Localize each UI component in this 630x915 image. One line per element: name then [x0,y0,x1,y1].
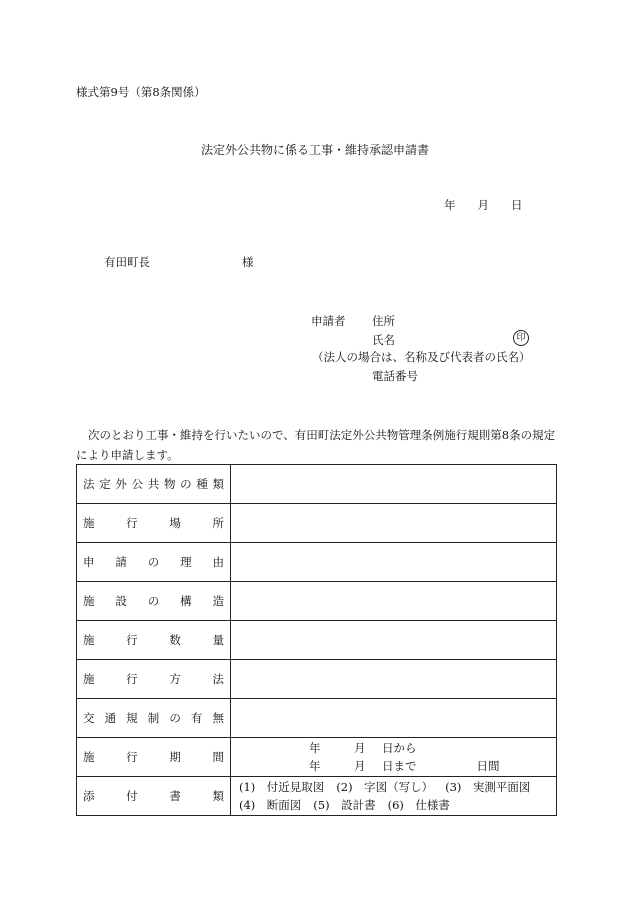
row-value-field[interactable] [231,543,557,582]
application-table [76,464,557,816]
row-value-field[interactable] [231,699,557,738]
row-label: 施 設 の 構 造 [83,594,224,608]
attachment-line [231,778,556,796]
addressee [104,255,254,269]
row-label-cell [77,543,231,582]
table-row [77,543,557,582]
table-row [77,699,557,738]
row-value-field[interactable] [231,660,557,699]
table-row [77,660,557,699]
row-label: 法 定 外 公 共 物 の 種 類 [83,477,224,491]
attachment-line [231,796,556,814]
addressee-honorific: 様 [242,255,254,269]
table-row [77,621,557,660]
document-title: 法定外公共物に係る工事・維持承認申請書 [200,143,429,157]
attachment-item: (5) 設計書 [313,798,376,812]
table-row [77,504,557,543]
corporate-note: （法人の場合は、名称及び代表者の氏名） [312,350,531,364]
table-row [77,582,557,621]
date-year-label: 年 [444,198,456,212]
attachment-item: (6) 仕様書 [387,798,450,812]
phone-label: 電話番号 [372,369,418,383]
date-month-label: 月 [477,198,489,212]
seal-icon: 印 [513,330,529,346]
period-end-line: 年 月 日まで 日間 [309,759,500,773]
addressee-name: 有田町長 [104,255,150,269]
row-label-cell [77,777,231,816]
row-label: 施 行 数 量 [83,633,224,647]
body-text-content: 次のとおり工事・維持を行いたいので、有田町法定外公共物管理条例施行規則第8条の規定により申請します。 [76,428,556,462]
row-label-cell [77,738,231,777]
table-row [77,777,557,816]
address-label: 住所 [372,314,395,328]
row-value-field[interactable] [231,465,557,504]
row-label: 施 行 期 間 [83,750,224,764]
row-label: 添 付 書 類 [83,789,224,803]
applicant-label: 申請者 [311,314,346,328]
row-value-field[interactable] [231,582,557,621]
row-label-cell [77,621,231,660]
row-label-cell [77,660,231,699]
period-field[interactable] [231,738,557,777]
row-label-cell [77,465,231,504]
name-label: 氏名 [372,333,395,347]
row-label-cell [77,582,231,621]
row-value-field[interactable] [231,504,557,543]
row-label: 申 請 の 理 由 [83,555,224,569]
attachment-item: (2) 字図（写し） [336,780,434,794]
date-day-label: 日 [511,198,523,212]
row-label-cell [77,504,231,543]
attachment-item: (1) 付近見取図 [239,780,325,794]
body-text [76,425,560,465]
date-line [444,198,523,212]
table-row [77,465,557,504]
row-label: 施 行 方 法 [83,672,224,686]
attachments-field[interactable] [231,777,557,816]
attachment-item: (4) 断面図 [239,798,302,812]
form-number: 様式第9号（第8条関係） [76,85,206,99]
attachment-item: (3) 実測平面図 [445,780,531,794]
row-label: 施 行 場 所 [83,516,224,530]
table-row [77,738,557,777]
period-start-line: 年 月 日から [309,741,417,755]
row-value-field[interactable] [231,621,557,660]
row-label-cell [77,699,231,738]
row-label: 交 通 規 制 の 有 無 [83,711,224,725]
